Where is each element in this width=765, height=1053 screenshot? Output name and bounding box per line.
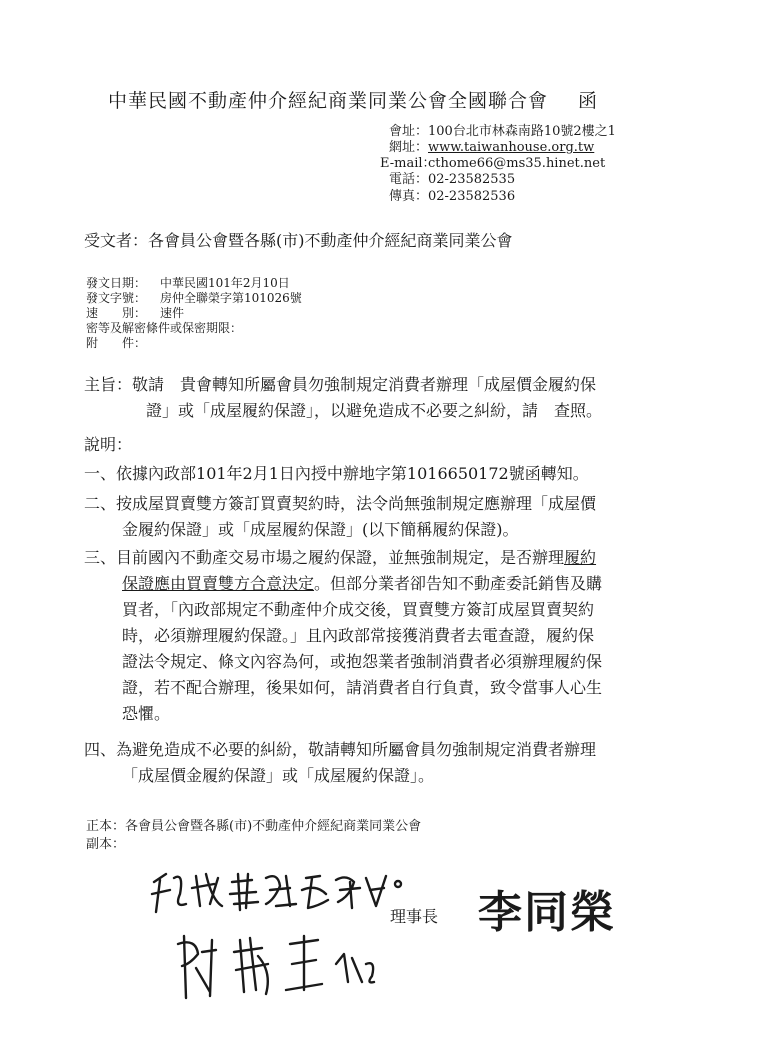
contact-address (380, 124, 616, 139)
meta-label: 速 別： (86, 306, 147, 320)
handwriting-stroke (234, 938, 268, 994)
item-line: 為避免造成不必要的糾紛，敬請轉知所屬會員勿強制規定消費者辦理 (116, 740, 597, 759)
contact-website (380, 140, 594, 155)
explanation-item (84, 737, 596, 789)
cc-label: 副本： (86, 837, 126, 852)
recipient-label: 受文者： (84, 231, 149, 250)
handwriting-stroke (336, 877, 360, 908)
chairman-name-stamp: 李同榮 (478, 887, 616, 938)
subject-label: 主旨： (84, 375, 133, 394)
contact-label: 傳真： (388, 189, 428, 204)
phone-value: 02-23582535 (428, 172, 516, 187)
underlined-text: 履約 (564, 548, 597, 567)
address-value: 100台北市林森南路10號2樓之1 (428, 124, 616, 139)
handwriting-stroke (302, 876, 328, 908)
contact-label: 電話： (388, 172, 428, 187)
meta-value: 中華民國101年2月10日 (160, 276, 290, 290)
meta-date (86, 276, 290, 291)
explanation-item (84, 545, 602, 727)
handwriting-stroke (266, 876, 296, 906)
contact-email (380, 156, 605, 171)
subject-line: 敬請 貴會轉知所屬會員勿強制規定消費者辦理「成屋價金履約保 (132, 375, 597, 394)
meta-label: 密等及解密條件或保密期限： (86, 321, 243, 335)
item-line: 按成屋買賣雙方簽訂買賣契約時，法令尚無強制規定應辦理「成屋價 (116, 494, 597, 513)
contact-fax (380, 189, 515, 204)
copy-recipients (86, 836, 125, 854)
meta-value: 房仲全聯榮字第101026號 (160, 291, 302, 305)
document-title (108, 86, 598, 113)
explanation-item (84, 461, 589, 487)
cc-label: 正本： (86, 819, 126, 834)
underlined-text: 保證應由買賣雙方合意決定 (122, 574, 315, 593)
item-line: 依據內政部101年2月1日內授中辦地字第1016650172號函轉知。 (116, 464, 589, 483)
chairman-title: 理事長 (390, 907, 439, 926)
handwriting-stroke (152, 874, 186, 912)
meta-value: 速件 (160, 306, 185, 320)
meta-label: 發文日期： (86, 276, 147, 290)
item-line (84, 571, 602, 597)
meta-label: 附 件： (86, 336, 147, 350)
original-recipients (86, 818, 421, 836)
recipient-value: 各會員公會暨各縣(市)不動產仲介經紀商業同業公會 (148, 231, 513, 250)
item-line: 時，必須辦理履約保證。」且內政部常接獲消費者去電查證，履約保 (122, 626, 595, 645)
item-line: 目前國內不動產交易市場之履約保證，並無強制規定，是否辦理 (116, 548, 565, 567)
item-line: 金履約保證」或「成屋履約保證」(以下簡稱履約保證)。 (122, 520, 519, 539)
handwriting-stroke (336, 954, 374, 982)
item-text: 。但部分業者卻告知不動產委託銷售及購 (314, 574, 603, 593)
item-line: 「成屋價金履約保證」或「成屋履約保證」。 (122, 766, 435, 785)
explanation-item (84, 491, 596, 543)
meta-label: 發文字號： (86, 291, 147, 305)
org-title: 中華民國不動產仲介經紀商業同業公會全國聯合會 (108, 90, 549, 112)
item-line: 恐懼。 (122, 704, 171, 723)
meta-number (86, 291, 302, 306)
cc-value: 各會員公會暨各縣(市)不動產仲介經紀商業同業公會 (125, 819, 422, 834)
doc-type: 函 (578, 90, 599, 112)
contact-label: 會址： (388, 124, 428, 139)
item-number: 一、 (84, 464, 117, 483)
subject-line: 證」或「成屋履約保證」，以避免造成不必要之糾紛，請 查照。 (146, 401, 603, 420)
item-line: 買者，「內政部規定不動產仲介成交後，買賣雙方簽訂成屋買賣契約 (122, 600, 595, 619)
item-number: 二、 (84, 494, 117, 513)
explanation-label: 說明： (84, 435, 133, 454)
meta-secrecy (86, 321, 242, 336)
contact-phone (380, 172, 515, 187)
handwriting-stroke (395, 881, 401, 887)
handwriting-stroke (192, 874, 222, 906)
item-line: 證法令規定、條文內容為何，或抱怨業者強制消費者必須辦理履約保 (122, 652, 603, 671)
meta-speed (86, 306, 184, 321)
email-value: cthome66@ms35.hinet.net (428, 156, 606, 171)
contact-label: E-mail： (380, 156, 436, 171)
contact-label: 網址： (388, 140, 428, 155)
handwriting-stroke (286, 936, 322, 990)
website-link[interactable]: www.taiwanhouse.org.tw (428, 140, 595, 155)
fax-value: 02-23582536 (428, 189, 516, 204)
recipient (84, 228, 513, 251)
handwriting-stroke (230, 874, 258, 910)
handwriting-stroke (178, 936, 216, 998)
subject (84, 372, 602, 424)
item-line: 證，若不配合辦理，後果如何，請消費者自行負責，致令當事人心生 (122, 678, 603, 697)
meta-attachment (86, 336, 160, 351)
item-number: 四、 (84, 740, 117, 759)
handwriting-stroke (366, 876, 386, 906)
item-number: 三、 (84, 548, 117, 567)
handwritten-annotation (140, 860, 430, 1020)
